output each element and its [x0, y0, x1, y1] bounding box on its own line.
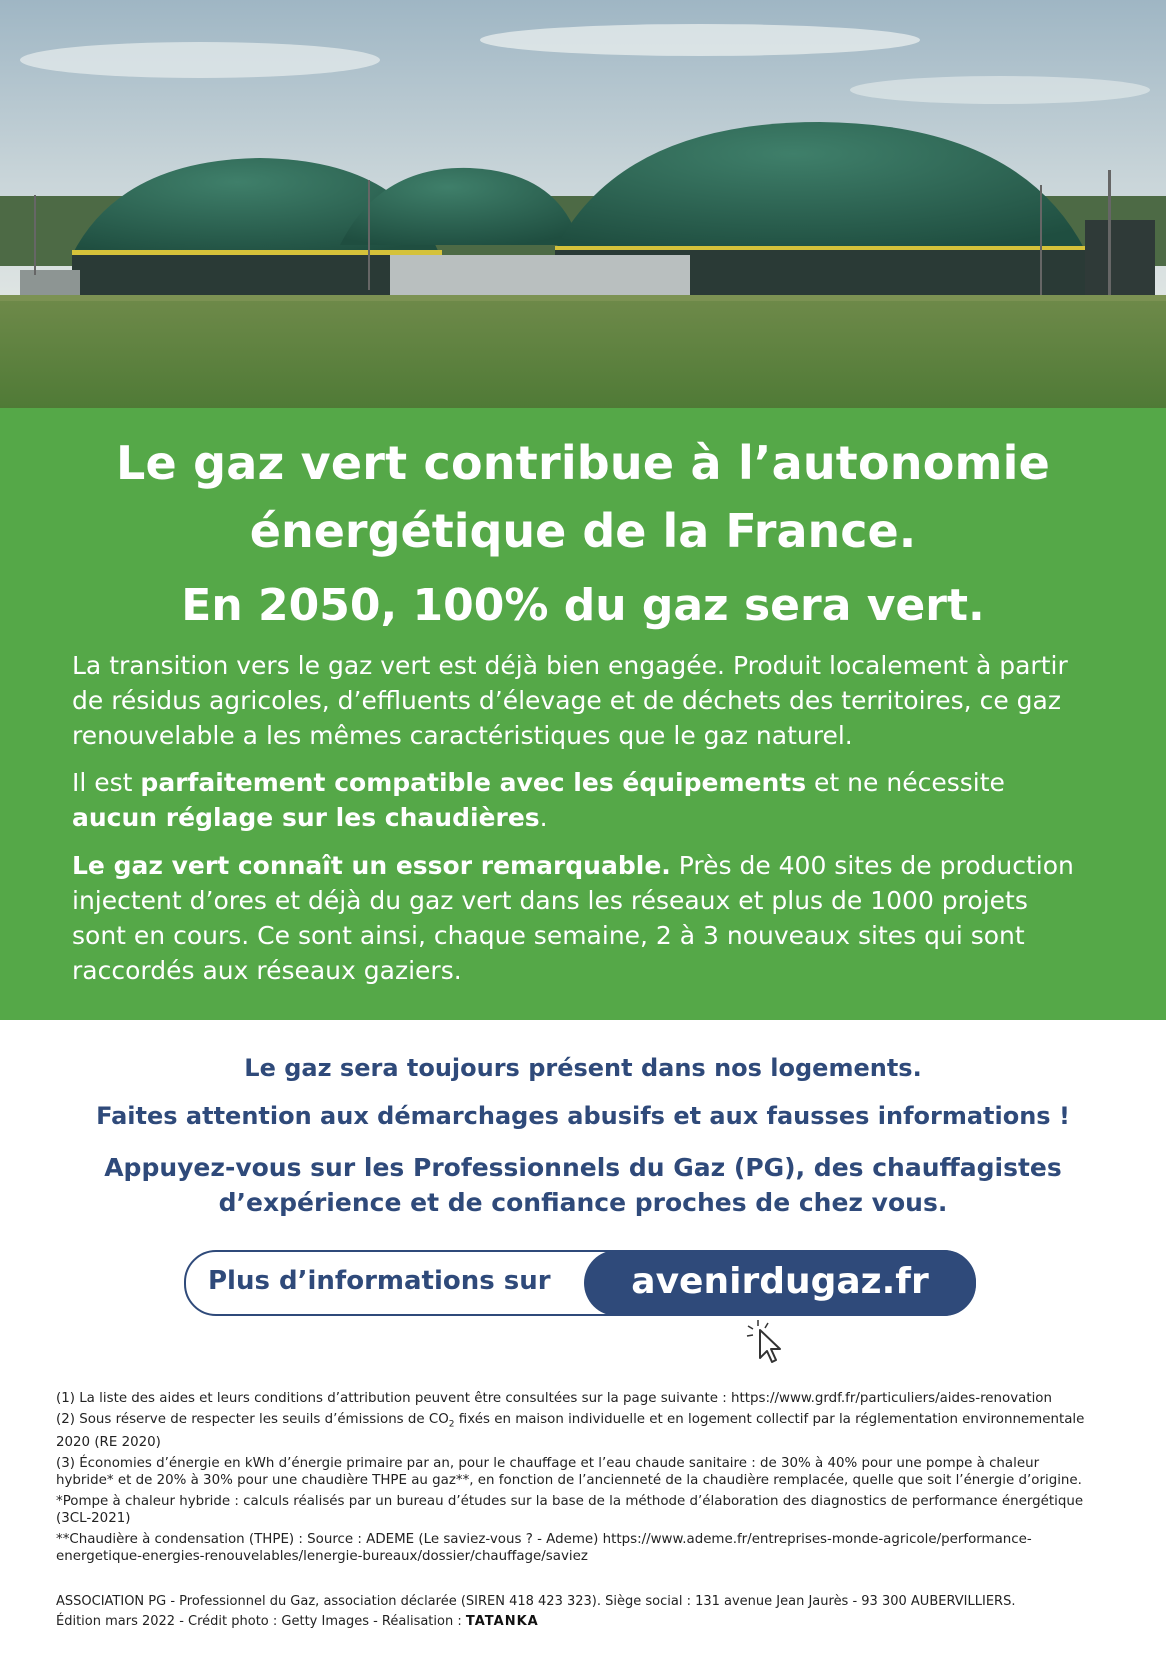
footnote-heat-pump: *Pompe à chaleur hybride : calculs réalisés par un bureau d’études sur la base de la méthode d’élaboration des diagnostics de performance énergétique (3CL-2021) — [56, 1493, 1084, 1526]
agency-logo: TATANKA — [465, 1614, 539, 1629]
footnotes — [56, 1390, 1098, 1569]
callout-line-1: Le gaz sera toujours présent dans nos logements. — [244, 1054, 922, 1082]
more-info-label: Plus d’informations sur — [208, 1266, 551, 1296]
callout-line-3: Appuyez-vous sur les Professionnels du Gaz (PG), des chauffagistes d’expérience et de confiance proches de chez vous. — [104, 1153, 1062, 1217]
callout-line-2: Faites attention aux démarchages abusifs et aux fausses informations ! — [96, 1102, 1070, 1130]
click-cursor-icon — [744, 1318, 788, 1366]
footnote-3: (3) Économies d’énergie en kWh d’énergie primaire par an, pour le chauffage et l’eau chaude sanitaire : de 30% à 40% pour une pompe à chaleur hybride* et de 20% à 30% pour une chaudière THPE au gaz**, en fonction de l’ancienneté de la chaudière remplacée, quelle que soit l’énergie d’origine. — [56, 1455, 1082, 1488]
biogas-plant-photo — [0, 0, 1166, 410]
legal-line-1: ASSOCIATION PG - Professionnel du Gaz, association déclarée (SIREN 418 423 323). Siège social : 131 avenue Jean Jaurès - 93 300 AUBERVILLIERS. — [56, 1594, 1016, 1609]
headline-2050: En 2050, 100% du gaz sera vert. — [181, 580, 985, 631]
headline-line-1: Le gaz vert contribue à l’autonomie — [115, 436, 1051, 490]
legal-info — [56, 1592, 1116, 1632]
website-link[interactable]: avenirdugaz.fr — [584, 1250, 976, 1316]
footnote-2: (2) Sous réserve de respecter les seuils d’émissions de $CO_2$ fixés en maison individuelle et en logement collectif par la réglementation environnementale 2020 (RE 2020) — [56, 1412, 1085, 1450]
body-paragraph-3: Le gaz vert connaît un essor remarquable. Près de 400 sites de production injectent d’ores et déjà du gaz vert dans les réseaux et plus de 1000 projets sont en cours. Ce sont ainsi, chaque semaine, 2 à 3 nouveaux sites qui sont raccordés aux réseaux gaziers. — [72, 851, 1074, 985]
footnote-boiler: **Chaudière à condensation (THPE) : Source : ADEME (Le saviez-vous ? - Ademe) https://www.ademe.fr/entreprises-monde-agricole/performance-energetique-energies-renouvelables/lenergie-bureaux/dossier/chauffage/saviez — [56, 1531, 1032, 1564]
more-info-pill[interactable] — [184, 1250, 976, 1316]
headline-line-2: énergétique de la France. — [249, 504, 917, 558]
body-paragraph-2: Il est parfaitement compatible avec les équipements et ne nécessite aucun réglage sur les chaudières. — [72, 768, 1005, 832]
legal-line-2: Édition mars 2022 - Crédit photo : Getty Images - Réalisation : TATANKA — [56, 1614, 539, 1629]
body-paragraph-1: La transition vers le gaz vert est déjà bien engagée. Produit localement à partir de résidus agricoles, d’effluents d’élevage et de déchets des territoires, ce gaz renouvelable a les mêmes caractéristiques que le gaz naturel. — [72, 651, 1068, 750]
footnote-1: (1) La liste des aides et leurs conditions d’attribution peuvent être consultées sur la page suivante : https://www.grdf.fr/particuliers/aides-renovation — [56, 1391, 1052, 1406]
